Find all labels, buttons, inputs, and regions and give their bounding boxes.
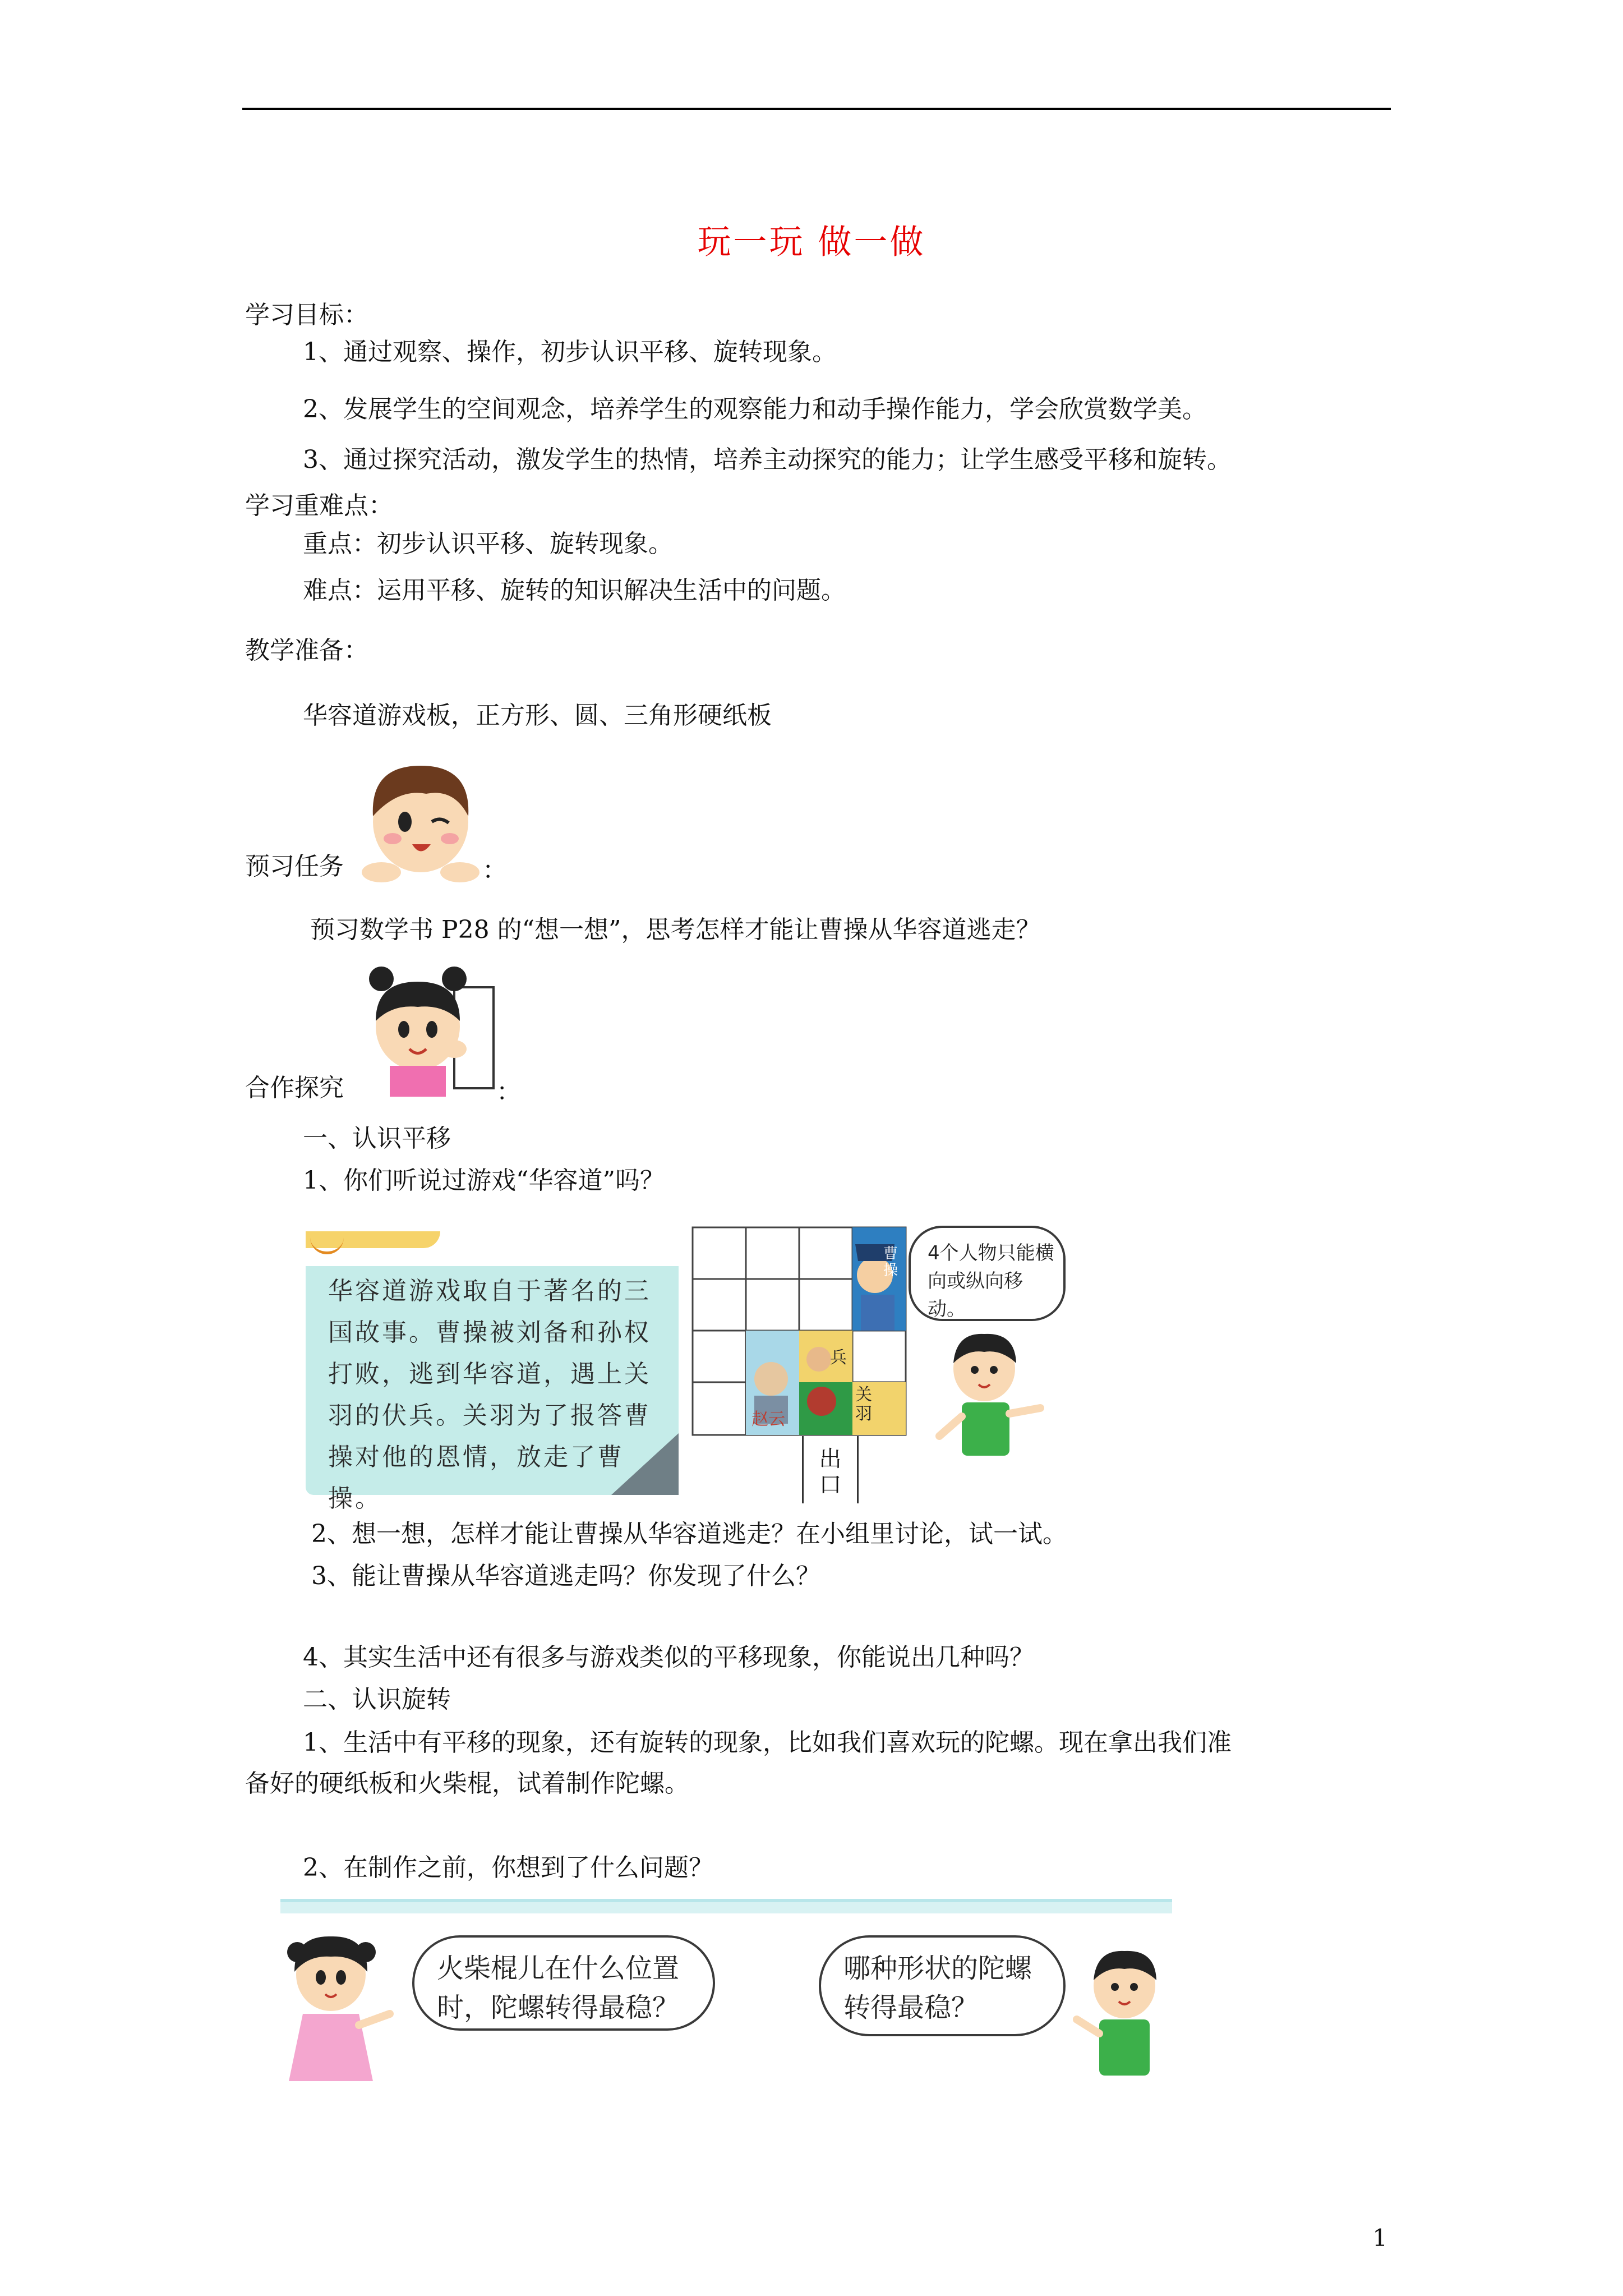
rotation-q1-line1: 1、生活中有平移的现象，还有旋转的现象，比如我们喜欢玩的陀螺。现在拿出我们准 xyxy=(303,1728,1232,1757)
move-hint-bubble: 4个人物只能横向或纵向移动。 xyxy=(909,1226,1066,1321)
objective-item-2: 2、发展学生的空间观念，培养学生的观察能力和动手操作能力，学会欣赏数学美。 xyxy=(303,395,1207,424)
girl-question-bubble: 火柴棍儿在什么位置时，陀螺转得最稳？ xyxy=(412,1935,715,2031)
story-text: 华容道游戏取自于著名的三国故事。曹操被刘备和孙权打败，逃到华容道，遇上关羽的伏兵。关羽为了报答曹操对他的恩情，放走了曹操。 xyxy=(328,1277,651,1513)
preparation-materials: 华容道游戏板，正方形、圆、三角形硬纸板 xyxy=(303,701,772,730)
boy-face-icon xyxy=(359,754,482,884)
keypoint-focus: 重点：初步认识平移、旋转现象。 xyxy=(303,530,673,558)
question-4: 4、其实生活中还有很多与游戏类似的平移现象，你能说出几种吗？ xyxy=(303,1643,1034,1672)
preview-task: 预习数学书 P28 的“想一想”，思考怎样才能让曹操从华容道逃走？ xyxy=(310,915,1041,944)
caocao-label-text: 曹操 xyxy=(883,1245,898,1279)
page-title: 玩一玩 做一做 xyxy=(697,223,926,262)
girl-speaking-icon xyxy=(269,1930,398,2098)
boy-question-bubble: 哪种形状的陀螺转得最稳？ xyxy=(819,1935,1066,2036)
preparation-heading: 教学准备： xyxy=(245,636,368,665)
preview-heading: 预习任务 xyxy=(245,852,344,881)
question-1: 1、你们听说过游戏“华容道”吗？ xyxy=(303,1166,665,1195)
story-panel xyxy=(306,1231,679,1513)
girl-holding-paper-icon xyxy=(359,965,499,1099)
zhaoyun-label-text: 赵云 xyxy=(751,1410,785,1429)
rotation-q2: 2、在制作之前，你想到了什么问题？ xyxy=(303,1853,713,1882)
explore-colon: ： xyxy=(496,1078,521,1106)
boy-speaking-icon xyxy=(1066,1941,1178,2098)
exit-label xyxy=(802,1436,859,1503)
explore-heading: 合作探究 xyxy=(245,1074,344,1102)
exit-text: 出口 xyxy=(819,1446,842,1498)
question-3: 3、能让曹操从华容道逃走吗？你发现了什么？ xyxy=(311,1562,820,1590)
question-2: 2、想一想，怎样才能让曹操从华容道逃走？在小组里讨论，试一试。 xyxy=(311,1520,1067,1548)
boy-pointing-icon xyxy=(931,1324,1054,1481)
objective-item-3: 3、通过探究活动，激发学生的热情，培养主动探究的能力；让学生感受平移和旋转。 xyxy=(303,445,1232,474)
keypoint-difficulty: 难点：运用平移、旋转的知识解决生活中的问题。 xyxy=(303,576,846,605)
caocao-piece xyxy=(852,1227,906,1331)
guanyu-piece xyxy=(799,1382,906,1435)
guanyu-label-text: 关羽 xyxy=(855,1385,872,1424)
objectives-heading: 学习目标： xyxy=(245,301,368,329)
soldier-label-text: 兵 xyxy=(830,1348,847,1368)
rotation-q1-line2: 备好的硬纸板和火柴棍，试着制作陀螺。 xyxy=(245,1769,689,1798)
keypoints-heading: 学习重难点： xyxy=(245,491,393,520)
illustration-stripe xyxy=(280,1899,1172,1913)
preview-colon: ： xyxy=(482,856,507,885)
part1-title: 一、认识平移 xyxy=(303,1124,451,1153)
part2-title: 二、认识旋转 xyxy=(303,1685,451,1714)
header-rule xyxy=(242,108,1391,110)
page-number: 1 xyxy=(1372,2224,1387,2252)
objective-item-1: 1、通过观察、操作，初步认识平移、旋转现象。 xyxy=(303,338,837,366)
